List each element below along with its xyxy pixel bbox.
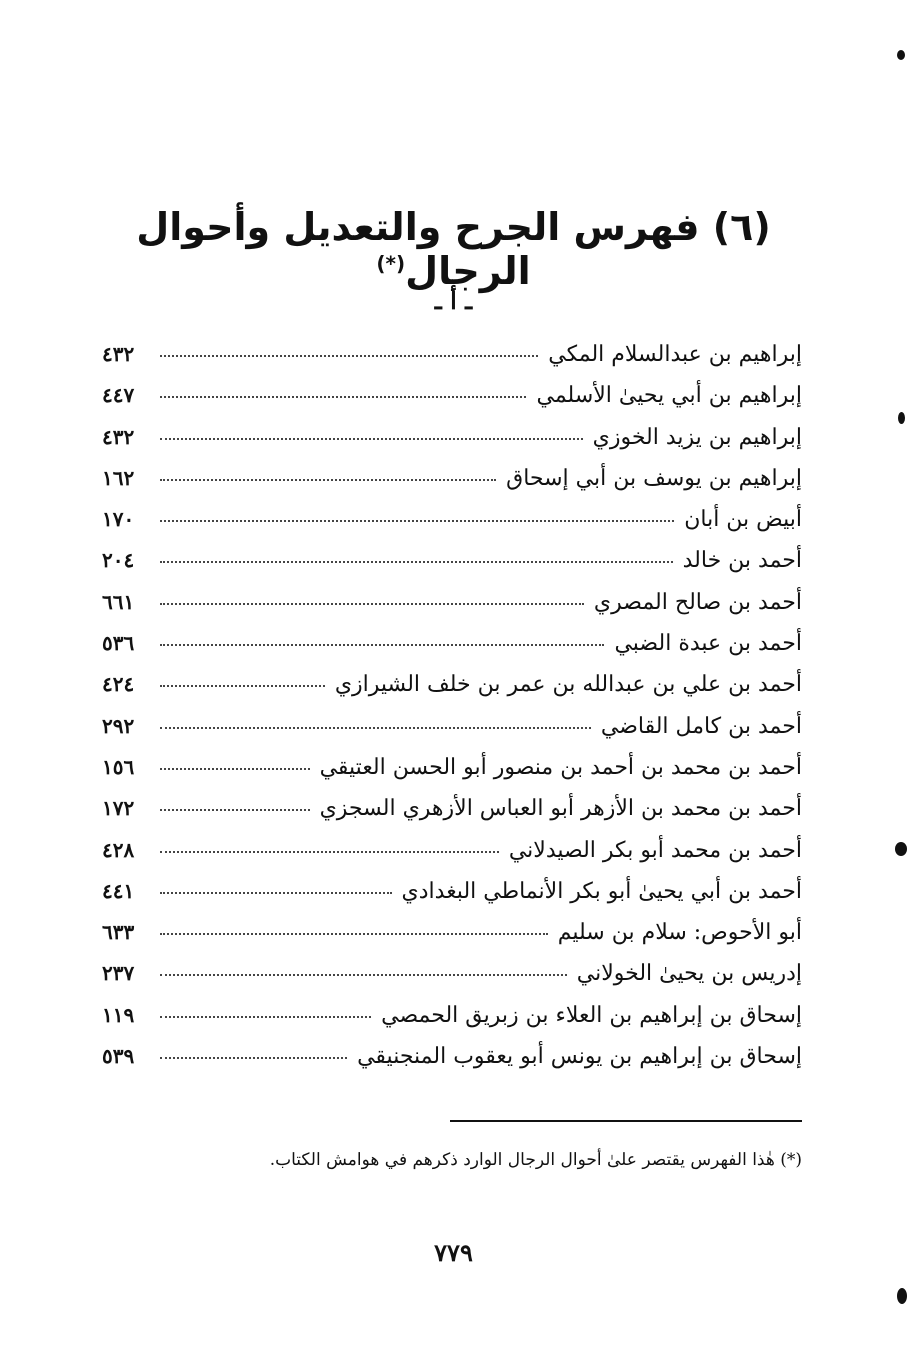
dot-leader [160,974,567,976]
title-note-marker: (*) [376,251,406,276]
footnote: (*) هٰذا الفهرس يقتصر علىٰ أحوال الرجال الوارد ذكرهم في هوامش الكتاب. [269,1150,802,1170]
dot-leader [160,438,583,440]
index-title [100,205,807,293]
index-entry [102,466,802,507]
entry-page-number: ١٥٦ [102,754,135,779]
dot-leader [160,809,310,811]
entry-name: إسحاق بن إبراهيم بن يونس أبو يعقوب المنجنيقي [357,1044,802,1070]
index-entry [102,342,802,383]
entry-page-number: ٤٣٢ [102,424,135,449]
index-entry [102,920,802,961]
entry-page-number: ١٧٠ [102,507,135,532]
entry-page-number: ٦٦١ [102,589,135,614]
section-letter: ـ أ ـ [434,286,473,315]
entry-page-number: ١٦٢ [102,465,135,490]
entry-page-number: ٤٢٨ [102,837,135,862]
entry-name: إبراهيم بن عبدالسلام المكي [548,342,802,367]
entry-name: أبيض بن أبان [684,507,802,533]
entry-page-number: ٢٣٧ [102,961,135,986]
index-entry [102,631,802,672]
entry-page-number: ٤٤١ [102,878,135,903]
entry-name: أحمد بن صالح المصري [593,589,802,615]
index-title-text: (٦) فهرس الجرح والتعديل وأحوال الرجال [136,205,771,294]
index-entry [102,383,802,424]
index-entry [102,714,802,755]
index-entry [102,548,802,589]
dot-leader [160,892,392,894]
scan-speck [898,412,905,424]
entry-page-number: ١١٩ [102,1002,135,1027]
entry-name: أحمد بن عبدة الضبي [614,631,802,657]
index-entry [102,1003,802,1044]
scan-speck [895,842,907,856]
entry-name: أحمد بن أبي يحيىٰ أبو بكر الأنماطي البغدادي [401,878,802,904]
entry-page-number: ٤٣٢ [102,342,135,366]
footnote-divider [450,1120,802,1122]
entry-name: أحمد بن محمد أبو بكر الصيدلاني [508,837,802,863]
dot-leader [160,727,591,729]
entry-page-number: ٥٣٩ [102,1044,135,1069]
scan-speck [897,50,905,60]
entry-name: أحمد بن خالد [682,548,802,574]
dot-leader [160,396,526,398]
entry-name: إبراهيم بن يزيد الخوزي [592,424,802,450]
entry-page-number: ٤٤٧ [102,383,135,408]
dot-leader [160,479,496,481]
entry-name: إبراهيم بن أبي يحيىٰ الأسلمي [536,383,802,409]
entry-page-number: ٢٠٤ [102,548,135,573]
index-entry [102,590,802,631]
index-entries [102,342,802,1085]
dot-leader [160,561,673,563]
scan-speck [897,1288,907,1304]
entry-page-number: ٤٢٤ [102,672,135,697]
index-entry [102,879,802,920]
dot-leader [160,355,538,357]
index-entry [102,796,802,837]
entry-name: أحمد بن علي بن عبدالله بن عمر بن خلف الشيرازي [334,672,802,698]
entry-page-number: ٢٩٢ [102,713,135,738]
dot-leader [160,603,584,605]
entry-name: أبو الأحوص: سلام بن سليم [557,920,802,946]
dot-leader [160,685,325,687]
dot-leader [160,1016,371,1018]
index-entry [102,961,802,1002]
index-entry [102,838,802,879]
entry-page-number: ٥٣٦ [102,631,135,656]
entry-name: إدريس بن يحيىٰ الخولاني [576,961,802,987]
index-entry [102,672,802,713]
entry-page-number: ٦٣٣ [102,920,135,945]
entry-page-number: ١٧٢ [102,796,135,821]
index-entry [102,1044,802,1085]
entry-name: أحمد بن محمد بن الأزهر أبو العباس الأزهري السجزي [319,796,802,822]
index-entry [102,507,802,548]
dot-leader [160,644,604,646]
entry-name: إسحاق بن إبراهيم بن العلاء بن زبريق الحمصي [381,1002,802,1028]
dot-leader [160,851,499,853]
dot-leader [160,1057,347,1059]
index-entry [102,425,802,466]
entry-name: أحمد بن كامل القاضي [600,713,802,739]
dot-leader [160,520,674,522]
index-entry [102,755,802,796]
entry-name: أحمد بن محمد بن أحمد بن منصور أبو الحسن العتيقي [319,754,802,780]
entry-name: إبراهيم بن يوسف بن أبي إسحاق [506,465,802,491]
dot-leader [160,933,548,935]
dot-leader [160,768,310,770]
page-number: ٧٧٩ [434,1238,473,1267]
